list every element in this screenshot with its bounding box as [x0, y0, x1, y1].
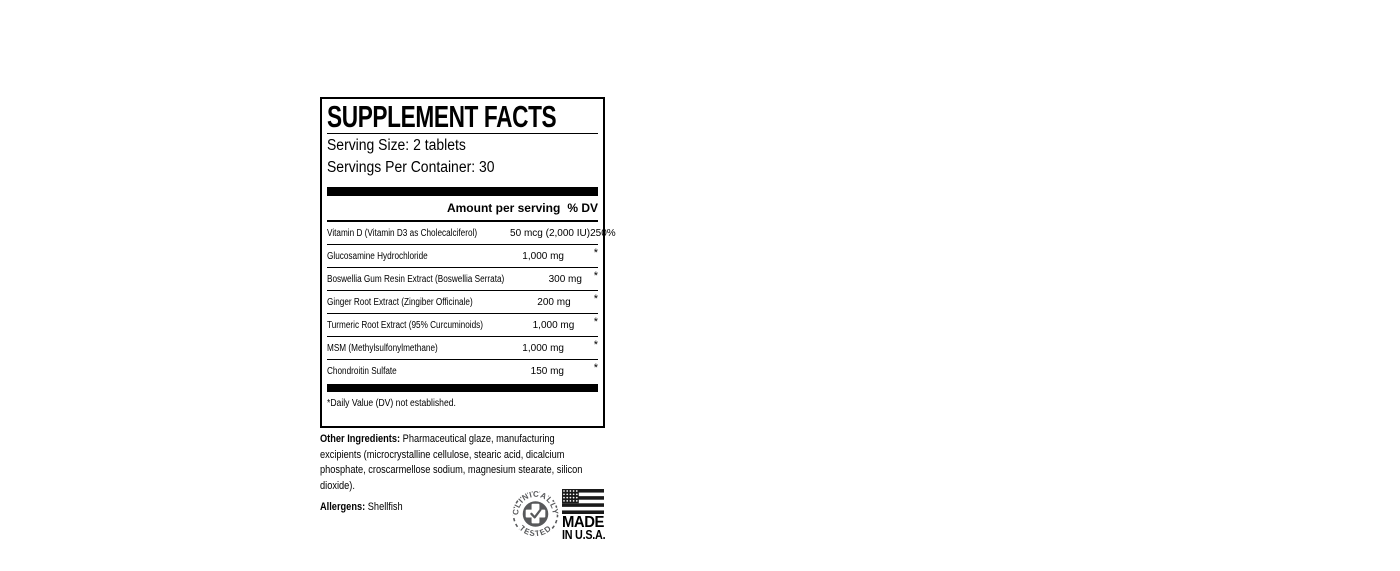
column-header-amount: Amount per serving [446, 201, 561, 215]
badge-bottom-text: TESTED [517, 523, 554, 539]
other-ingredients-line: phosphate, croscarmellose sodium, magnesium stearate, silicon [320, 464, 583, 477]
servings-per-container: Servings Per Container: 30 [327, 158, 495, 176]
ingredient-row [327, 291, 598, 314]
column-header-dv: % DV [567, 201, 598, 215]
ingredient-row [327, 314, 598, 337]
other-ingredients-line: excipients (microcrystalline cellulose, stearic acid, dicalcium [320, 448, 565, 461]
ingredient-dv: 250% [590, 227, 616, 239]
made-in-usa-line1: MADE [562, 514, 604, 531]
ingredient-amount: 200 mg [537, 296, 571, 308]
thick-divider-bar [327, 384, 598, 392]
daily-value-footnote: *Daily Value (DV) not established. [327, 398, 456, 409]
ingredient-amount: 1,000 mg [532, 319, 575, 331]
made-in-usa [562, 489, 608, 541]
ingredient-dv: * [593, 362, 598, 374]
ingredient-amount: 1,000 mg [522, 342, 564, 354]
other-ingredients-text: Pharmaceutical glaze, manufacturing [402, 433, 555, 445]
ingredient-name: MSM (Methylsulfonylmethane) [327, 342, 438, 354]
allergens [320, 501, 403, 513]
ingredient-row [327, 268, 598, 291]
panel-title: SUPPLEMENT FACTS [327, 99, 557, 134]
ingredient-name: Turmeric Root Extract (95% Curcuminoids) [327, 319, 483, 331]
ingredient-row [327, 360, 598, 383]
ingredient-name: Ginger Root Extract (Zingiber Officinale) [327, 296, 473, 308]
ingredient-name: Glucosamine Hydrochloride [327, 250, 428, 262]
ingredient-name: Vitamin D (Vitamin D3 as Cholecalciferol) [327, 227, 478, 239]
serving-size: Serving Size: 2 tablets [327, 137, 466, 154]
badge-top-text: CLINICALLY [511, 489, 560, 516]
ingredient-row [327, 337, 598, 360]
ingredient-row [327, 245, 598, 268]
clinically-tested-badge [508, 485, 563, 543]
ingredient-dv: * [593, 316, 598, 328]
ingredient-name: Chondroitin Sulfate [327, 366, 397, 377]
ingredient-amount: 150 mg [530, 366, 564, 377]
ingredient-dv: * [593, 293, 598, 305]
allergens-label: Allergens: [320, 501, 366, 513]
made-in-usa-line2: IN U.S.A. [562, 527, 606, 542]
usa-flag-icon [562, 489, 604, 514]
thick-divider-bar [327, 187, 598, 196]
other-ingredients-line: dioxide). [320, 480, 355, 493]
ingredient-name: Boswellia Gum Resin Extract (Boswellia Serrata) [327, 273, 505, 285]
ingredient-dv: * [593, 270, 598, 282]
other-ingredients-label: Other Ingredients: [320, 433, 401, 445]
allergens-value: Shellfish [367, 501, 403, 513]
other-ingredients-line [320, 433, 555, 445]
ingredient-amount: 300 mg [548, 273, 582, 285]
ingredient-dv: * [593, 247, 598, 259]
ingredient-amount: 50 mcg (2,000 IU) [510, 227, 591, 239]
table-header [327, 196, 598, 222]
ingredient-amount: 1,000 mg [522, 250, 564, 262]
ingredient-dv: * [593, 339, 598, 351]
supplement-facts-panel [320, 97, 616, 428]
ingredient-row [327, 222, 616, 245]
